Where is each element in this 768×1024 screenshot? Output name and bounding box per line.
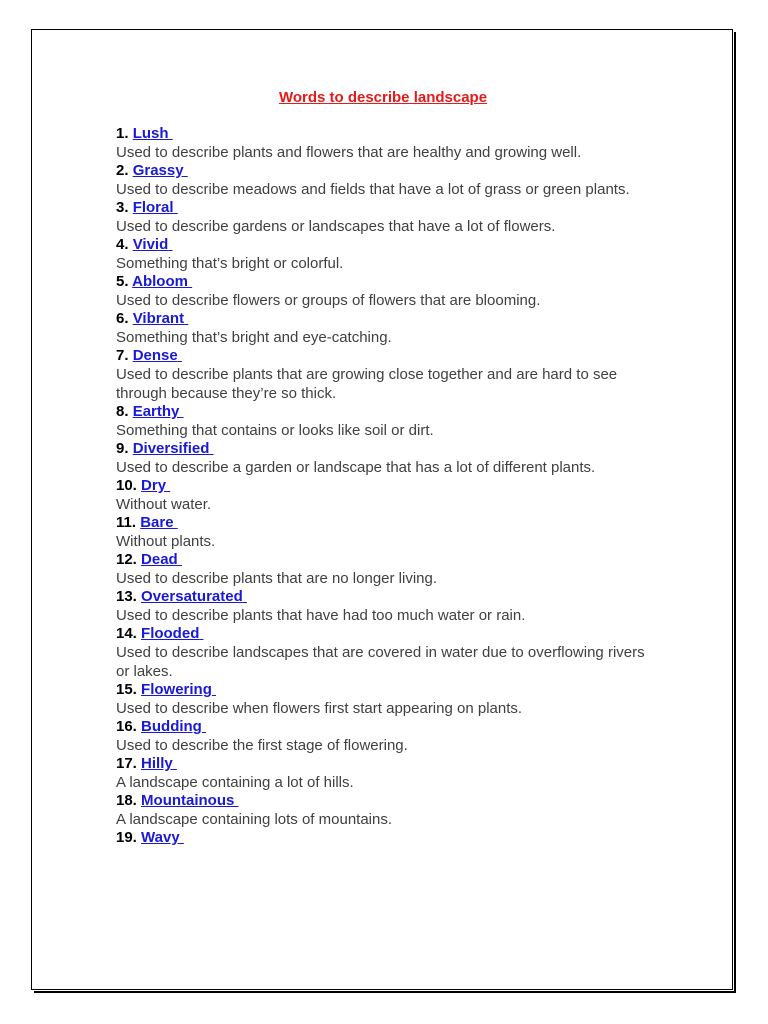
link-underline-tail (174, 199, 178, 216)
entry-number: 12. (116, 551, 137, 568)
entry-word-link[interactable]: Dead (141, 551, 178, 568)
entry-word-link[interactable]: Grassy (132, 162, 184, 179)
link-underline-tail (199, 625, 203, 642)
entry-description: Used to describe when flowers first start appearing on plants. (116, 700, 523, 717)
entry-number: 17. (116, 755, 137, 772)
entry-word-link[interactable]: Hilly (141, 755, 173, 772)
word-entry (116, 514, 656, 551)
entry-description: Used to describe meadows and fields that have a lot of grass or green plants. (116, 181, 630, 198)
entry-description: Used to describe landscapes that are covered in water due to overflowing rivers or lakes. (116, 644, 645, 680)
entry-number: 15. (116, 681, 137, 698)
link-underline-tail (212, 681, 216, 698)
word-entry (116, 273, 656, 310)
entry-heading (116, 273, 656, 291)
link-underline-tail (209, 440, 213, 457)
entry-word-link[interactable]: Vibrant (132, 310, 185, 327)
entry-heading (116, 403, 656, 421)
link-underline-tail (173, 755, 177, 772)
link-underline-tail (179, 403, 183, 420)
entry-word-link[interactable]: Budding (141, 718, 202, 735)
entry-number: 11. (116, 514, 137, 531)
word-entry (116, 755, 656, 792)
word-entry (116, 718, 656, 755)
entry-heading (116, 718, 656, 736)
entry-description: Something that’s bright and eye-catching. (116, 329, 392, 346)
entry-number: 8. (116, 403, 129, 420)
entry-number: 9. (116, 440, 129, 457)
entry-description: Used to describe plants that are no longer living. (116, 570, 438, 587)
link-underline-tail (234, 792, 238, 809)
word-list (116, 125, 656, 847)
entry-description: Used to describe gardens or landscapes that have a lot of flowers. (116, 218, 556, 235)
word-entry (116, 199, 656, 236)
link-underline-tail (178, 347, 182, 364)
entry-word-link[interactable]: Bare (140, 514, 174, 531)
entry-word-link[interactable]: Mountainous (141, 792, 235, 809)
page-title: Words to describe landscape (278, 89, 488, 106)
entry-heading (116, 162, 656, 180)
link-underline-tail (202, 718, 206, 735)
entry-heading (116, 681, 656, 699)
entry-number: 16. (116, 718, 137, 735)
entry-heading (116, 477, 656, 495)
entry-description: Without plants. (116, 533, 216, 550)
link-underline-tail (178, 551, 182, 568)
entry-heading (116, 588, 656, 606)
link-underline-tail (174, 514, 178, 531)
link-underline-tail (188, 273, 192, 290)
entry-heading (116, 125, 656, 143)
entry-number: 19. (116, 829, 137, 846)
entry-description: Something that’s bright or colorful. (116, 255, 344, 272)
entry-description: Used to describe plants that are growing close together and are hard to see through because they’re so thick. (116, 366, 618, 402)
entry-description: Without water. (116, 496, 212, 513)
entry-heading (116, 514, 656, 532)
entry-description: Something that contains or looks like soil or dirt. (116, 422, 434, 439)
word-entry (116, 625, 656, 681)
entry-description: Used to describe the first stage of flowering. (116, 737, 408, 754)
entry-heading (116, 755, 656, 773)
entry-description: Used to describe plants and flowers that are healthy and growing well. (116, 144, 582, 161)
entry-number: 13. (116, 588, 137, 605)
entry-number: 10. (116, 477, 137, 494)
entry-heading (116, 792, 656, 810)
word-entry (116, 236, 656, 273)
entry-description: A landscape containing lots of mountains. (116, 811, 393, 828)
entry-word-link[interactable]: Floral (132, 199, 174, 216)
entry-number: 5. (116, 273, 129, 290)
entry-number: 4. (116, 236, 129, 253)
entry-number: 1. (116, 125, 129, 142)
word-entry (116, 403, 656, 440)
word-entry (116, 162, 656, 199)
entry-word-link[interactable]: Vivid (132, 236, 169, 253)
entry-heading (116, 440, 656, 458)
entry-number: 2. (116, 162, 129, 179)
word-entry (116, 551, 656, 588)
entry-heading (116, 236, 656, 254)
entry-word-link[interactable]: Flowering (141, 681, 212, 698)
entry-number: 14. (116, 625, 137, 642)
word-entry (116, 310, 656, 347)
entry-word-link[interactable]: Lush (132, 125, 169, 142)
word-entry (116, 440, 656, 477)
entry-word-link[interactable]: Oversaturated (141, 588, 243, 605)
link-underline-tail (168, 236, 172, 253)
entry-word-link[interactable]: Earthy (132, 403, 180, 420)
entry-heading (116, 625, 656, 643)
link-underline-tail (184, 162, 188, 179)
word-entry (116, 477, 656, 514)
entry-heading (116, 310, 656, 328)
word-entry (116, 588, 656, 625)
entry-word-link[interactable]: Diversified (132, 440, 210, 457)
entry-heading (116, 347, 656, 365)
word-entry (116, 347, 656, 403)
entry-number: 3. (116, 199, 129, 216)
entry-number: 6. (116, 310, 129, 327)
entry-description: Used to describe a garden or landscape that has a lot of different plants. (116, 459, 596, 476)
entry-number: 18. (116, 792, 137, 809)
entry-heading (116, 551, 656, 569)
link-underline-tail (184, 310, 188, 327)
entry-description: A landscape containing a lot of hills. (116, 774, 354, 791)
link-underline-tail (180, 829, 184, 846)
entry-description: Used to describe plants that have had too much water or rain. (116, 607, 526, 624)
entry-description: Used to describe flowers or groups of flowers that are blooming. (116, 292, 541, 309)
link-underline-tail (166, 477, 170, 494)
word-entry (116, 681, 656, 718)
word-entry (116, 125, 656, 162)
entry-word-link[interactable]: Dense (132, 347, 178, 364)
entry-heading (116, 829, 656, 847)
entry-number: 7. (116, 347, 129, 364)
entry-word-link[interactable]: Abloom (132, 273, 188, 290)
word-entry (116, 829, 656, 847)
link-underline-tail (169, 125, 173, 142)
link-underline-tail (243, 588, 247, 605)
entry-word-link[interactable]: Flooded (141, 625, 200, 642)
entry-word-link[interactable]: Wavy (141, 829, 180, 846)
entry-heading (116, 199, 656, 217)
word-entry (116, 792, 656, 829)
entry-word-link[interactable]: Dry (141, 477, 167, 494)
